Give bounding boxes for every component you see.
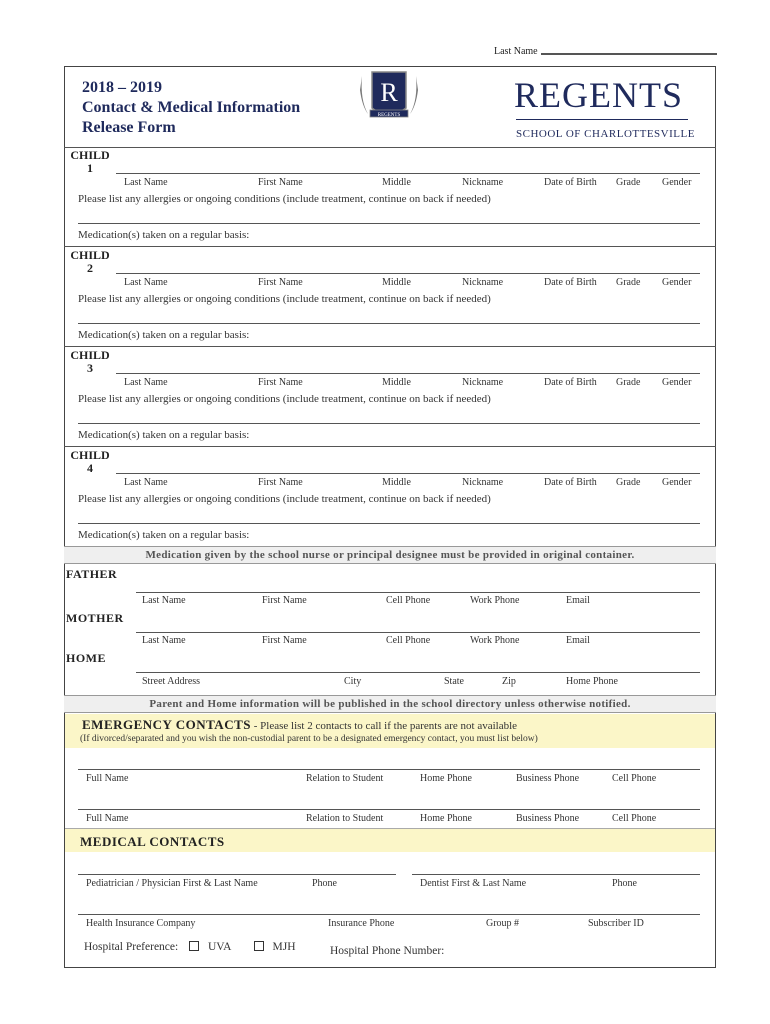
insurance-subscriber-label: Subscriber ID (588, 918, 644, 929)
emergency-line-2[interactable] (78, 809, 700, 810)
top-last-name-line (541, 53, 717, 55)
child-4-medications-label: Medication(s) taken on a regular basis: (78, 529, 250, 541)
uva-label: UVA (207, 941, 231, 953)
emergency-line-1[interactable] (78, 769, 700, 770)
child-4-last-name-label: Last Name (124, 477, 168, 488)
child-1-nickname-label: Nickname (462, 177, 504, 188)
child-3-allergies-label: Please list any allergies or ongoing conditions (include treatment, continue on back if needed) (78, 393, 491, 405)
child-1-label-word: CHILD (70, 148, 110, 162)
mother-email-label: Email (566, 635, 590, 646)
father-first-name-label: First Name (262, 595, 307, 606)
emergency-heading-row (82, 716, 517, 734)
child-3-label-number: 3 (87, 361, 93, 375)
top-last-name-label: Last Name (494, 46, 538, 57)
top-last-name[interactable] (494, 46, 717, 57)
directory-notice-bar (64, 695, 716, 713)
title-year: 2018 – 2019 (82, 79, 162, 96)
child-4-label-word: CHILD (70, 448, 110, 462)
dentist-line[interactable] (412, 874, 700, 875)
home-phone-label: Home Phone (566, 676, 618, 687)
pediatrician-line[interactable] (78, 874, 396, 875)
child-1-gender-label: Gender (662, 177, 692, 188)
form-title (82, 78, 300, 138)
child-3-last-name-label: Last Name (124, 377, 168, 388)
child-3-gender-label: Gender (662, 377, 692, 388)
mjh-label: MJH (272, 941, 296, 953)
emergency2-relation-label: Relation to Student (306, 813, 384, 824)
child-1-name-line[interactable] (116, 173, 700, 174)
home-state-label: State (444, 676, 464, 687)
dentist-phone-label: Phone (612, 878, 637, 889)
child-4-gender-label: Gender (662, 477, 692, 488)
pediatrician-label: Pediatrician / Physician First & Last Name (86, 878, 258, 889)
child-1-bottom-rule (64, 246, 716, 247)
child-4-dob-label: Date of Birth (544, 477, 597, 488)
hospital-phone-label: Hospital Phone Number: (330, 945, 445, 957)
child-3-nickname-label: Nickname (462, 377, 504, 388)
mother-line[interactable] (136, 632, 700, 633)
child-3-medications-label: Medication(s) taken on a regular basis: (78, 429, 250, 441)
father-line[interactable] (136, 592, 700, 593)
pediatrician-phone-label: Phone (312, 878, 337, 889)
child-4-middle-label: Middle (382, 477, 411, 488)
child-2-medications-label: Medication(s) taken on a regular basis: (78, 329, 250, 341)
father-last-name-label: Last Name (142, 595, 186, 606)
child-4-allergies-line[interactable] (78, 523, 700, 524)
father-work-label: Work Phone (470, 595, 520, 606)
child-1-label-number: 1 (87, 161, 93, 175)
dentist-label: Dentist First & Last Name (420, 878, 527, 889)
child-4-grade-label: Grade (616, 477, 641, 488)
child-3-dob-label: Date of Birth (544, 377, 597, 388)
father-email-label: Email (566, 595, 590, 606)
home-line[interactable] (136, 672, 700, 673)
child-2-label-number: 2 (87, 261, 93, 275)
child-3-first-name-label: First Name (258, 377, 303, 388)
child-2-middle-label: Middle (382, 277, 411, 288)
child-3-label (70, 349, 110, 375)
emergency1-full-name-label: Full Name (86, 773, 129, 784)
emergency1-business-phone-label: Business Phone (516, 773, 580, 784)
child-2-allergies-label: Please list any allergies or ongoing conditions (include treatment, continue on back if needed) (78, 293, 491, 305)
child-1-medications-label: Medication(s) taken on a regular basis: (78, 229, 250, 241)
insurance-company-label: Health Insurance Company (86, 918, 196, 929)
emergency2-business-phone-label: Business Phone (516, 813, 580, 824)
child-2-gender-label: Gender (662, 277, 692, 288)
child-3-bottom-rule (64, 446, 716, 447)
home-heading: HOME (66, 651, 106, 665)
child-2-label-word: CHILD (70, 248, 110, 262)
crest-banner: REGENTS (377, 113, 401, 118)
brand-name: REGENTS (514, 75, 683, 115)
child-3-grade-label: Grade (616, 377, 641, 388)
crest-letter: R (380, 78, 398, 107)
mother-heading: MOTHER (66, 611, 124, 625)
child-3-allergies-line[interactable] (78, 423, 700, 424)
child-2-name-line[interactable] (116, 273, 700, 274)
child-2-last-name-label: Last Name (124, 277, 168, 288)
child-3-middle-label: Middle (382, 377, 411, 388)
child-4-allergies-label: Please list any allergies or ongoing conditions (include treatment, continue on back if needed) (78, 493, 491, 505)
emergency1-home-phone-label: Home Phone (420, 773, 472, 784)
medication-notice: Medication given by the school nurse or principal designee must be provided in original container. (145, 549, 635, 561)
child-4-label-number: 4 (87, 461, 93, 475)
medication-notice-bar (64, 546, 716, 564)
uva-checkbox[interactable] (189, 941, 199, 951)
mother-cell-label: Cell Phone (386, 635, 431, 646)
child-4-label (70, 449, 110, 475)
insurance-line[interactable] (78, 914, 700, 915)
child-1-label (70, 149, 110, 175)
emergency2-cell-phone-label: Cell Phone (612, 813, 657, 824)
child-2-allergies-line[interactable] (78, 323, 700, 324)
child-1-first-name-label: First Name (258, 177, 303, 188)
child-2-first-name-label: First Name (258, 277, 303, 288)
child-2-nickname-label: Nickname (462, 277, 504, 288)
child-1-allergies-line[interactable] (78, 223, 700, 224)
emergency-heading-note: - Please list 2 contacts to call if the parents are not available (251, 720, 518, 732)
medical-heading: MEDICAL CONTACTS (80, 834, 225, 849)
child-1-grade-label: Grade (616, 177, 641, 188)
child-2-label (70, 249, 110, 275)
hospital-preference-row (84, 941, 296, 953)
emergency1-relation-label: Relation to Student (306, 773, 384, 784)
mother-last-name-label: Last Name (142, 635, 186, 646)
child-1-last-name-label: Last Name (124, 177, 168, 188)
child-4-name-line[interactable] (116, 473, 700, 474)
home-street-label: Street Address (142, 676, 201, 687)
father-cell-label: Cell Phone (386, 595, 431, 606)
title-main: Contact & Medical Information (82, 99, 301, 116)
child-1-allergies-label: Please list any allergies or ongoing conditions (include treatment, continue on back if needed) (78, 193, 491, 205)
emergency-heading: EMERGENCY CONTACTS (82, 717, 251, 732)
child-4-first-name-label: First Name (258, 477, 303, 488)
header-divider (64, 147, 716, 148)
hospital-preference-label: Hospital Preference: (84, 941, 179, 953)
child-3-name-line[interactable] (116, 373, 700, 374)
child-2-bottom-rule (64, 346, 716, 347)
mother-first-name-label: First Name (262, 635, 307, 646)
father-heading: FATHER (66, 567, 118, 581)
child-1-dob-label: Date of Birth (544, 177, 597, 188)
emergency2-home-phone-label: Home Phone (420, 813, 472, 824)
emergency1-cell-phone-label: Cell Phone (612, 773, 657, 784)
emergency2-full-name-label: Full Name (86, 813, 129, 824)
home-city-label: City (344, 676, 362, 687)
child-4-nickname-label: Nickname (462, 477, 504, 488)
child-2-grade-label: Grade (616, 277, 641, 288)
home-zip-label: Zip (502, 676, 516, 687)
brand-subtitle: SCHOOL OF CHARLOTTESVILLE (516, 128, 695, 140)
directory-notice: Parent and Home information will be published in the school directory unless otherwise notified. (149, 698, 631, 710)
mjh-checkbox[interactable] (254, 941, 264, 951)
emergency-sub-note: (If divorced/separated and you wish the non-custodial parent to be a designated emergency contact, you must list below) (80, 734, 538, 744)
child-2-dob-label: Date of Birth (544, 277, 597, 288)
insurance-phone-label: Insurance Phone (328, 918, 395, 929)
regents-crest-logo (358, 70, 420, 128)
title-sub: Release Form (82, 119, 176, 136)
brand-rule (516, 119, 688, 120)
insurance-group-label: Group # (486, 918, 520, 929)
child-1-middle-label: Middle (382, 177, 411, 188)
child-3-label-word: CHILD (70, 348, 110, 362)
mother-work-label: Work Phone (470, 635, 520, 646)
